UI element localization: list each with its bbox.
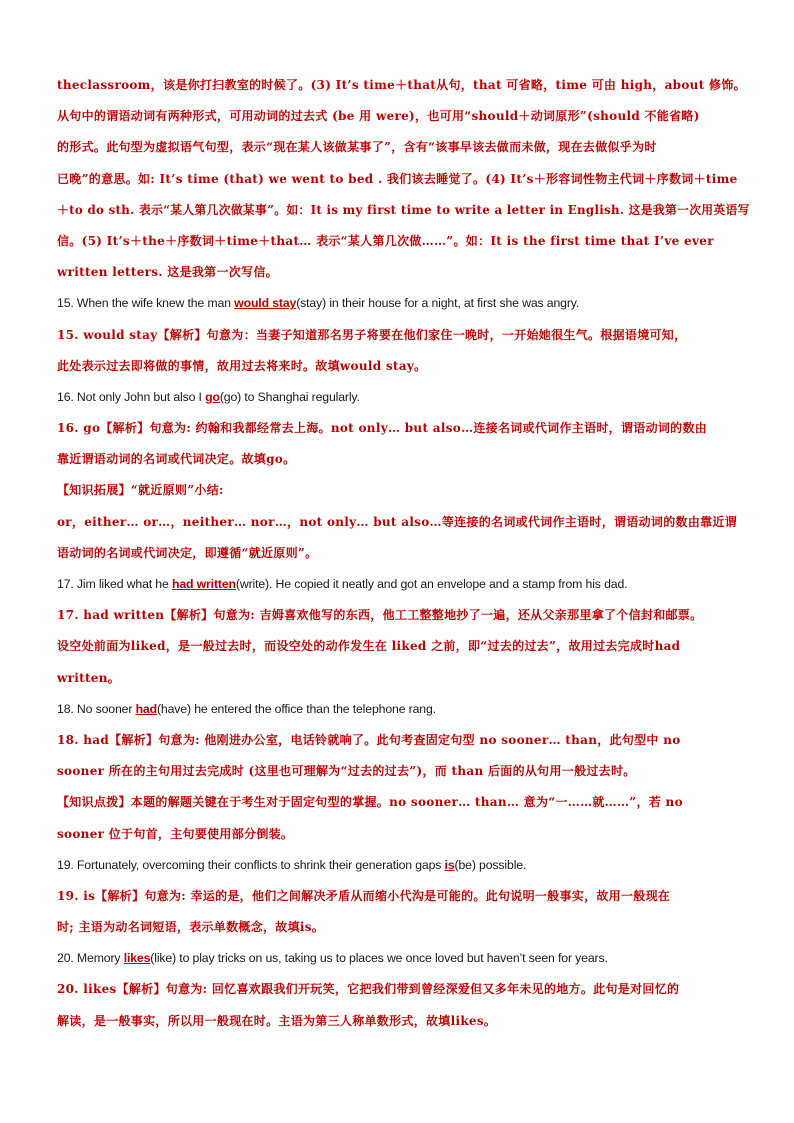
answer-explanation-line: 20. likes【解析】句意为: 回忆喜欢跟我们开玩笑，它把我们带到曾经深爱但又多年未见的地方。此句是对回忆的 — [57, 982, 680, 997]
answer-explanation-line: 从句中的谓语动词有两种形式，可用动词的过去式 (be 用 were)，也可用“should＋动词原形”(should 不能省略) — [57, 109, 700, 124]
question-text-before-blank: 15. When the wife knew the man — [57, 296, 235, 311]
question-line — [57, 569, 750, 600]
answer-blank: go — [205, 389, 220, 404]
answer-explanation-line: sooner 所在的主句用过去完成时 (这里也可理解为“过去的过去”)，而 than 后面的从句用一般过去时。 — [57, 764, 636, 779]
question-text-after-blank: (be) possible. — [454, 857, 527, 872]
answer-explanation-line: 时; 主语为动名词短语，表示单数概念，故填is。 — [57, 920, 325, 935]
answer-explanation-line: 16. go【解析】句意为: 约翰和我都经常去上海。not only… but also…连接名词或代词作主语时，谓语动词的数由 — [57, 421, 708, 436]
answer-blank: had — [135, 701, 157, 716]
question-line — [57, 943, 750, 974]
answer-explanation-line: ＋to do sth. 表示“某人第几次做某事”。如：It is my first time to write a letter in English. 这是我第一次用英语写 — [57, 202, 750, 217]
question-line — [57, 694, 750, 725]
answer-explanation-line: 17. had written【解析】句意为: 吉姆喜欢他写的东西，他工工整整地抄了一遍，还从父亲那里拿了个信封和邮票。 — [57, 608, 703, 623]
question-text-before-blank: 19. Fortunately, overcoming their conflicts to shrink their generation gaps — [57, 857, 445, 872]
answer-explanation-line: 语动词的名词或代词决定，即遵循“就近原则”。 — [57, 545, 318, 560]
answer-explanation-line: theclassroom，该是你打扫教室的时候了。(3) It’s time＋that从句，that 可省略，time 可由 high，about 修饰。 — [57, 78, 746, 92]
question-text-before-blank: 16. Not only John but also I — [57, 389, 206, 404]
answer-blank: is — [444, 857, 455, 872]
question-text-after-blank: (have) he entered the office than the telephone rang. — [156, 701, 436, 716]
question-text-before-blank: 20. Memory — [57, 951, 124, 966]
question-text-before-blank: 17. Jim liked what he — [57, 577, 172, 591]
document-page — [57, 70, 750, 1037]
answer-blank: likes — [123, 951, 151, 966]
question-text-after-blank: (write). He copied it neatly and got an envelope and a stamp from his dad. — [235, 577, 628, 591]
answer-explanation-line: 15. would stay【解析】句意为：当妻子知道那名男子将要在他们家住一晚时，一开始她很生气。根据语境可知， — [57, 327, 687, 342]
answer-blank: had written — [171, 577, 236, 591]
answer-explanation-line: 此处表示过去即将做的事情，故用过去将来时。故填would stay。 — [57, 358, 427, 373]
answer-explanation-line: 的形式。此句型为虚拟语气句型，表示“现在某人该做某事了”，含有“该事早该去做而未做，现在去做似乎为时 — [57, 140, 657, 155]
question-line — [57, 382, 750, 413]
answer-explanation-line: 解读，是一般事实，所以用一般现在时。主语为第三人称单数形式，故填likes。 — [57, 1013, 497, 1028]
answer-explanation-line: written。 — [57, 670, 121, 685]
answer-explanation-line: 信。(5) It’s＋the＋序数词＋time＋that… 表示“某人第几次做……”。如：It is the first time that I’ve ever — [57, 233, 714, 248]
question-line — [57, 850, 750, 881]
question-text-after-blank: (stay) in their house for a night, at first she was angry. — [296, 296, 580, 311]
answer-explanation-line: written letters. 这是我第一次写信。 — [57, 265, 278, 280]
answer-explanation-line: 设空处前面为liked，是一般过去时，而设空处的动作发生在 liked 之前，即“过去的过去”，故用过去完成时had — [57, 639, 681, 654]
answer-explanation-line: 【知识拓展】“就近原则”小结: — [57, 483, 224, 498]
answer-explanation-line: 18. had【解析】句意为: 他刚进办公室，电话铃就响了。此句考查固定句型 no sooner… than，此句型中 no — [57, 732, 681, 747]
answer-explanation-line: 【知识点拨】本题的解题关键在于考生对于固定句型的掌握。no sooner… than… 意为“一……就……”，若 no — [57, 795, 683, 810]
answer-explanation-line: 已晚”的意思。如: It’s time (that) we went to bed . 我们该去睡觉了。(4) It’s＋形容词性物主代词＋序数词＋time — [57, 171, 738, 186]
answer-explanation-line: sooner 位于句首，主句要使用部分倒装。 — [57, 826, 294, 841]
question-line — [57, 288, 750, 319]
question-text-after-blank: (go) to Shanghai regularly. — [219, 389, 360, 404]
question-text-before-blank: 18. No sooner — [57, 701, 136, 716]
answer-blank: would stay — [234, 296, 297, 311]
answer-explanation-line: 靠近谓语动词的名词或代词决定。故填go。 — [57, 452, 296, 467]
answer-explanation-line: or，either… or…，neither… nor…，not only… but also…等连接的名词或代词作主语时，谓语动词的数由靠近谓 — [57, 514, 738, 529]
answer-explanation-line: 19. is【解析】句意为: 幸运的是，他们之间解决矛盾从而缩小代沟是可能的。此句说明一般事实，故用一般现在 — [57, 888, 671, 903]
question-text-after-blank: (like) to play tricks on us, taking us to places we once loved but haven’t seen for years. — [150, 951, 608, 966]
